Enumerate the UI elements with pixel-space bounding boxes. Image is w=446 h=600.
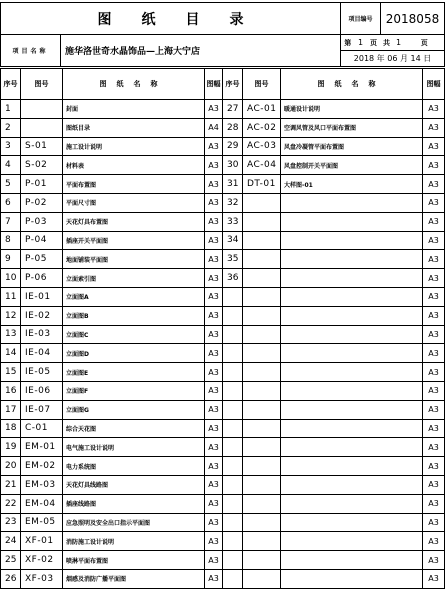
project-info-block — [0, 34, 445, 67]
sheet-date: 2018 年 06 月 14 日 — [341, 51, 445, 67]
row-drawing-name — [281, 325, 423, 344]
row-drawing-no: IE-05 — [21, 363, 63, 382]
table-row — [1, 438, 445, 457]
row-size: A4 — [205, 118, 223, 137]
row-seq: 7 — [1, 212, 21, 231]
row-seq: 6 — [1, 193, 21, 212]
column-headers — [0, 68, 445, 100]
row-size: A3 — [423, 344, 445, 363]
row-drawing-no — [243, 363, 281, 382]
row-drawing-name: 平面布置图 — [63, 175, 205, 194]
row-drawing-name: 材料表 — [63, 156, 205, 175]
row-drawing-no: S-02 — [21, 156, 63, 175]
row-size: A3 — [423, 475, 445, 494]
row-drawing-name: 立面图A — [63, 287, 205, 306]
project-number: 2018058 — [381, 3, 445, 35]
row-drawing-no — [243, 344, 281, 363]
row-seq — [223, 306, 243, 325]
row-seq: 33 — [223, 212, 243, 231]
row-seq: 8 — [1, 231, 21, 250]
row-size: A3 — [205, 344, 223, 363]
row-drawing-no: P-01 — [21, 175, 63, 194]
row-size: A3 — [423, 137, 445, 156]
row-drawing-name — [281, 457, 423, 476]
table-row — [1, 513, 445, 532]
row-size: A3 — [205, 306, 223, 325]
table-row — [1, 344, 445, 363]
row-seq: 30 — [223, 156, 243, 175]
row-drawing-name — [281, 344, 423, 363]
row-drawing-name: 电气施工设计说明 — [63, 438, 205, 457]
table-row — [1, 100, 445, 119]
row-size: A3 — [205, 400, 223, 419]
col-seq-left: 序号 — [1, 69, 21, 100]
row-size: A3 — [205, 513, 223, 532]
drawing-list-table — [0, 99, 445, 589]
row-drawing-name: 立面图D — [63, 344, 205, 363]
row-drawing-no — [243, 457, 281, 476]
row-seq: 27 — [223, 100, 243, 119]
row-size: A3 — [205, 363, 223, 382]
row-drawing-name: 烟感及消防广播平面图 — [63, 569, 205, 588]
row-drawing-name: 天花灯具布置图 — [63, 212, 205, 231]
row-drawing-name: 风盘冷凝管平面布置图 — [281, 137, 423, 156]
row-drawing-no — [21, 118, 63, 137]
row-drawing-no: AC-03 — [243, 137, 281, 156]
row-seq: 18 — [1, 419, 21, 438]
row-drawing-no: P-04 — [21, 231, 63, 250]
row-drawing-name: 插座线路图 — [63, 494, 205, 513]
row-seq: 1 — [1, 100, 21, 119]
row-size: A3 — [423, 118, 445, 137]
row-drawing-name — [281, 269, 423, 288]
row-seq: 34 — [223, 231, 243, 250]
row-drawing-no — [243, 250, 281, 269]
row-drawing-no — [243, 212, 281, 231]
row-drawing-name — [281, 193, 423, 212]
row-seq: 14 — [1, 344, 21, 363]
sheet-unit: 页 — [367, 35, 381, 51]
row-seq: 12 — [1, 306, 21, 325]
row-drawing-name — [281, 250, 423, 269]
row-drawing-name: 施工设计说明 — [63, 137, 205, 156]
table-row — [1, 419, 445, 438]
row-drawing-name — [281, 287, 423, 306]
row-seq: 3 — [1, 137, 21, 156]
row-size: A3 — [423, 400, 445, 419]
row-drawing-no: XF-01 — [21, 532, 63, 551]
row-drawing-name — [281, 306, 423, 325]
row-drawing-name: 电力系统图 — [63, 457, 205, 476]
table-row — [1, 325, 445, 344]
row-seq: 10 — [1, 269, 21, 288]
row-seq — [223, 381, 243, 400]
row-size: A3 — [205, 250, 223, 269]
row-seq: 11 — [1, 287, 21, 306]
row-drawing-no: P-05 — [21, 250, 63, 269]
row-drawing-no: EM-01 — [21, 438, 63, 457]
row-size: A3 — [423, 100, 445, 119]
row-drawing-no: S-01 — [21, 137, 63, 156]
table-row — [1, 231, 445, 250]
row-drawing-name: 立面图E — [63, 363, 205, 382]
row-drawing-no — [243, 494, 281, 513]
row-drawing-name — [281, 438, 423, 457]
table-row — [1, 381, 445, 400]
row-drawing-no — [243, 287, 281, 306]
row-drawing-no — [243, 306, 281, 325]
table-row — [1, 287, 445, 306]
row-size: A3 — [423, 513, 445, 532]
row-seq — [223, 532, 243, 551]
row-seq — [223, 438, 243, 457]
row-drawing-name — [281, 532, 423, 551]
row-seq — [223, 287, 243, 306]
row-drawing-name: 地面铺装平面图 — [63, 250, 205, 269]
row-seq — [223, 551, 243, 570]
row-drawing-no — [243, 193, 281, 212]
row-drawing-no — [243, 438, 281, 457]
row-seq — [223, 494, 243, 513]
col-drawing-name-right: 图纸名称 — [281, 69, 423, 100]
row-seq — [223, 363, 243, 382]
row-size: A3 — [423, 457, 445, 476]
row-drawing-name: 图纸目录 — [63, 118, 205, 137]
row-size: A3 — [205, 419, 223, 438]
row-drawing-no: IE-07 — [21, 400, 63, 419]
row-size: A3 — [423, 381, 445, 400]
table-row — [1, 400, 445, 419]
row-drawing-no: IE-03 — [21, 325, 63, 344]
row-drawing-name: 综合天花图 — [63, 419, 205, 438]
table-row — [1, 551, 445, 570]
row-seq: 20 — [1, 457, 21, 476]
row-drawing-name — [281, 212, 423, 231]
row-seq — [223, 400, 243, 419]
row-drawing-no: XF-02 — [21, 551, 63, 570]
row-drawing-name — [281, 400, 423, 419]
row-drawing-no — [243, 400, 281, 419]
row-drawing-no — [243, 419, 281, 438]
row-drawing-no — [243, 475, 281, 494]
col-drawing-name-left: 图纸名称 — [63, 69, 205, 100]
row-size: A3 — [423, 212, 445, 231]
row-seq: 29 — [223, 137, 243, 156]
title-block — [0, 2, 445, 35]
table-row — [1, 193, 445, 212]
row-seq: 24 — [1, 532, 21, 551]
row-seq: 23 — [1, 513, 21, 532]
row-drawing-no — [243, 551, 281, 570]
row-drawing-name: 封面 — [63, 100, 205, 119]
row-size: A3 — [423, 325, 445, 344]
row-size: A3 — [205, 457, 223, 476]
table-row — [1, 569, 445, 588]
table-row — [1, 363, 445, 382]
row-drawing-no — [243, 569, 281, 588]
row-seq — [223, 569, 243, 588]
row-drawing-name — [281, 569, 423, 588]
row-drawing-name: 大样图-01 — [281, 175, 423, 194]
row-drawing-name: 喷淋平面布置图 — [63, 551, 205, 570]
row-seq: 13 — [1, 325, 21, 344]
row-size: A3 — [423, 306, 445, 325]
row-drawing-no: IE-01 — [21, 287, 63, 306]
row-drawing-no — [243, 231, 281, 250]
total-label: 共 — [381, 35, 393, 51]
row-drawing-no: AC-01 — [243, 100, 281, 119]
row-drawing-no — [243, 513, 281, 532]
row-drawing-no: P-02 — [21, 193, 63, 212]
row-drawing-no — [21, 100, 63, 119]
table-row — [1, 306, 445, 325]
row-size: A3 — [205, 137, 223, 156]
col-drawing-no-right: 图号 — [243, 69, 281, 100]
row-drawing-name: 插座开关平面图 — [63, 231, 205, 250]
row-size: A3 — [423, 438, 445, 457]
row-size: A3 — [205, 569, 223, 588]
row-size: A3 — [423, 250, 445, 269]
col-size-left: 图幅 — [205, 69, 223, 100]
row-seq: 22 — [1, 494, 21, 513]
row-size: A3 — [423, 156, 445, 175]
row-drawing-name — [281, 419, 423, 438]
table-row — [1, 269, 445, 288]
row-seq: 9 — [1, 250, 21, 269]
row-drawing-name: 立面图C — [63, 325, 205, 344]
row-drawing-name: 平面尺寸图 — [63, 193, 205, 212]
row-drawing-no — [243, 532, 281, 551]
row-drawing-name — [281, 475, 423, 494]
project-name: 施华洛世奇水晶饰品—上海大宁店 — [61, 35, 341, 67]
row-drawing-name: 暖通设计说明 — [281, 100, 423, 119]
row-seq: 32 — [223, 193, 243, 212]
table-row — [1, 457, 445, 476]
row-drawing-no: C-01 — [21, 419, 63, 438]
col-size-right: 图幅 — [423, 69, 445, 100]
row-seq: 5 — [1, 175, 21, 194]
row-seq: 25 — [1, 551, 21, 570]
row-drawing-no: AC-04 — [243, 156, 281, 175]
sheet-title: 图纸目录 — [1, 3, 341, 35]
row-drawing-no: EM-05 — [21, 513, 63, 532]
row-drawing-name — [281, 363, 423, 382]
row-seq: 15 — [1, 363, 21, 382]
row-size: A3 — [423, 287, 445, 306]
row-seq: 2 — [1, 118, 21, 137]
row-size: A3 — [205, 212, 223, 231]
row-size: A3 — [205, 175, 223, 194]
table-row — [1, 475, 445, 494]
row-drawing-no: IE-04 — [21, 344, 63, 363]
row-drawing-name — [281, 513, 423, 532]
row-size: A3 — [205, 551, 223, 570]
row-seq: 16 — [1, 381, 21, 400]
row-drawing-no: P-06 — [21, 269, 63, 288]
row-size: A3 — [423, 494, 445, 513]
row-seq — [223, 344, 243, 363]
row-drawing-no: XF-03 — [21, 569, 63, 588]
row-drawing-no: P-03 — [21, 212, 63, 231]
row-size: A3 — [205, 381, 223, 400]
row-drawing-name: 立面索引图 — [63, 269, 205, 288]
row-seq: 26 — [1, 569, 21, 588]
col-seq-right: 序号 — [223, 69, 243, 100]
row-size: A3 — [205, 100, 223, 119]
row-seq: 31 — [223, 175, 243, 194]
row-size: A3 — [205, 231, 223, 250]
table-row — [1, 494, 445, 513]
row-size: A3 — [205, 494, 223, 513]
row-seq — [223, 475, 243, 494]
table-row — [1, 175, 445, 194]
row-seq: 19 — [1, 438, 21, 457]
row-size: A3 — [423, 231, 445, 250]
total-unit: 页 — [405, 35, 445, 51]
row-size: A3 — [205, 475, 223, 494]
table-row — [1, 532, 445, 551]
row-drawing-no: EM-04 — [21, 494, 63, 513]
row-seq: 28 — [223, 118, 243, 137]
row-seq — [223, 513, 243, 532]
row-drawing-name — [281, 551, 423, 570]
sheet-number: 1 — [355, 35, 367, 51]
row-size: A3 — [423, 175, 445, 194]
row-seq — [223, 457, 243, 476]
project-name-label: 项目名称 — [1, 35, 61, 67]
row-drawing-no: EM-03 — [21, 475, 63, 494]
row-drawing-name: 消防施工设计说明 — [63, 532, 205, 551]
row-seq — [223, 419, 243, 438]
sheet-label: 第 — [341, 35, 355, 51]
row-drawing-no: DT-01 — [243, 175, 281, 194]
row-drawing-name — [281, 494, 423, 513]
row-drawing-name: 天花灯具线路图 — [63, 475, 205, 494]
row-size: A3 — [205, 287, 223, 306]
row-drawing-no: EM-02 — [21, 457, 63, 476]
row-drawing-no — [243, 325, 281, 344]
project-number-label: 项目编号 — [341, 3, 381, 35]
col-drawing-no-left: 图号 — [21, 69, 63, 100]
row-seq — [223, 325, 243, 344]
table-row — [1, 250, 445, 269]
row-drawing-no — [243, 381, 281, 400]
row-size: A3 — [205, 532, 223, 551]
row-drawing-name: 立面图F — [63, 381, 205, 400]
row-size: A3 — [423, 193, 445, 212]
row-drawing-no — [243, 269, 281, 288]
table-row — [1, 212, 445, 231]
row-seq: 36 — [223, 269, 243, 288]
row-size: A3 — [423, 363, 445, 382]
row-size: A3 — [205, 438, 223, 457]
row-seq: 21 — [1, 475, 21, 494]
row-drawing-no: IE-06 — [21, 381, 63, 400]
row-seq: 17 — [1, 400, 21, 419]
row-size: A3 — [423, 569, 445, 588]
row-drawing-name: 应急照明及安全出口指示平面图 — [63, 513, 205, 532]
table-row — [1, 156, 445, 175]
row-size: A3 — [205, 156, 223, 175]
table-row — [1, 137, 445, 156]
row-drawing-name — [281, 381, 423, 400]
row-drawing-name: 风盘控制开关平面图 — [281, 156, 423, 175]
row-size: A3 — [423, 532, 445, 551]
row-drawing-no: AC-02 — [243, 118, 281, 137]
row-drawing-no: IE-02 — [21, 306, 63, 325]
row-drawing-name: 空调风管及风口平面布置图 — [281, 118, 423, 137]
row-drawing-name — [281, 231, 423, 250]
row-size: A3 — [205, 269, 223, 288]
row-size: A3 — [423, 269, 445, 288]
row-seq: 35 — [223, 250, 243, 269]
row-size: A3 — [205, 193, 223, 212]
row-drawing-name: 立面图B — [63, 306, 205, 325]
total-pages: 1 — [393, 35, 405, 51]
row-drawing-name: 立面图G — [63, 400, 205, 419]
row-size: A3 — [205, 325, 223, 344]
row-size: A3 — [423, 419, 445, 438]
table-row — [1, 118, 445, 137]
row-seq: 4 — [1, 156, 21, 175]
row-size: A3 — [423, 551, 445, 570]
